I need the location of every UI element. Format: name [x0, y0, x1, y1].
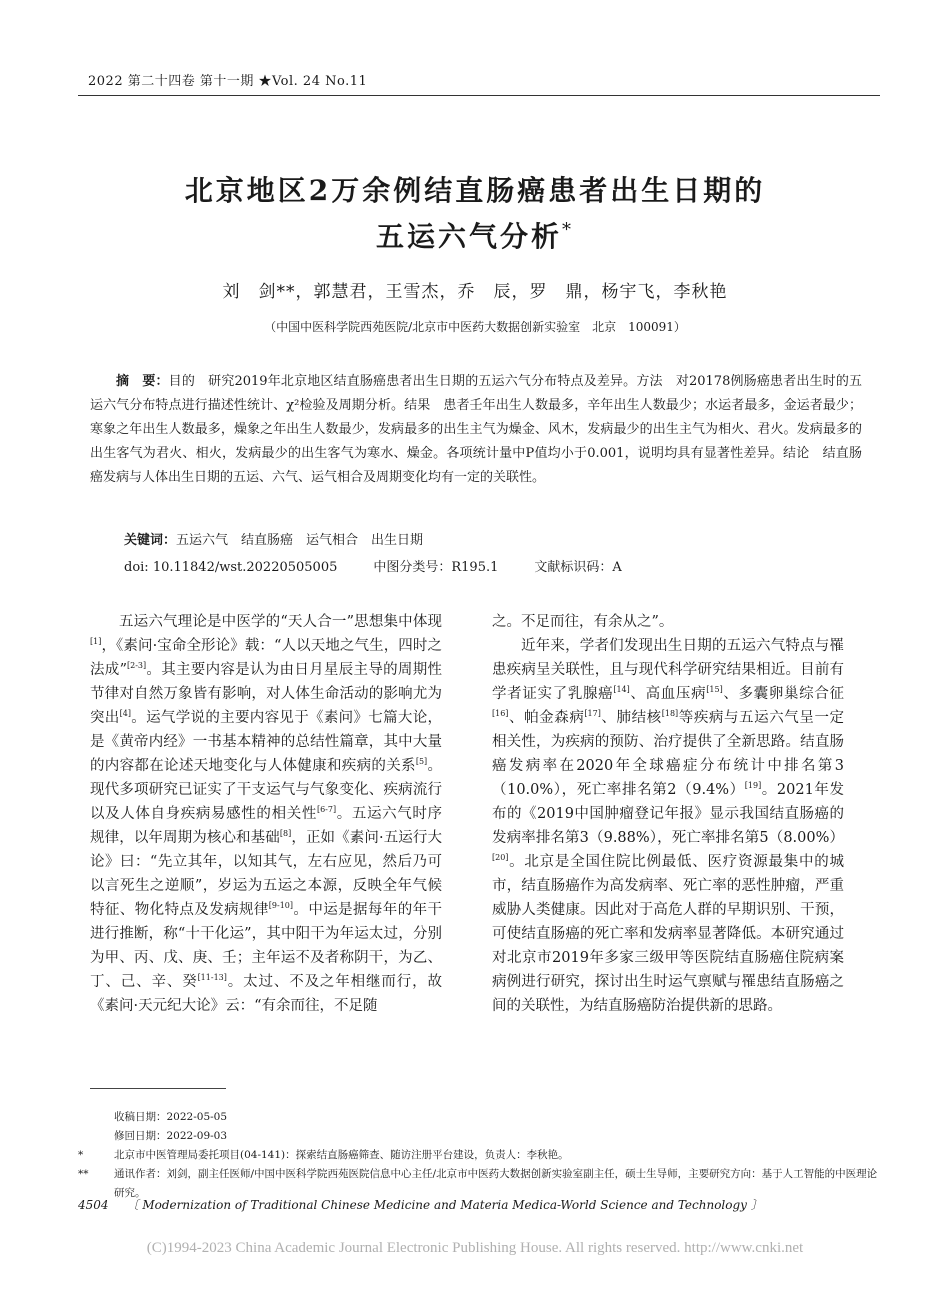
fund-text: 北京市中医管理局委托项目(04-141)：探索结直肠癌筛查、随访注册平台建设，负责人：李秋艳。 — [114, 1149, 569, 1161]
text-run: 。中运是据每年的年干进行推断，称“十干化运”，其中阳干为年运太过，分别为甲、丙、戊、庚、壬；主年运不及者称阴干，为乙、丁、己、辛、癸 — [90, 902, 443, 990]
abstract-label: 摘 要： — [116, 374, 169, 389]
corr-text: 通讯作者：刘剑，副主任医师/中国中医科学院西苑医院信息中心主任/北京市中医药大数据创新实验室副主任，硕士生导师，主要研究方向：基于人工智能的中医理论研究。 — [114, 1168, 878, 1199]
text-run: 。运气学说的主要内容见于《素问》七篇大论，是《黄帝内经》一书基本精神的总结性篇章，其中大量的内容都在论述天地变化与人体健康和疾病的关系 — [90, 710, 443, 774]
citation-marker: [17] — [584, 709, 601, 719]
paragraph-continued: 之。不足而往，有余从之”。 — [492, 614, 674, 630]
text-run: 近年来，学者们发现出生日期的五运六气特点与罹患疾病呈关联性，且与现代科学研究结果相近。目前有学者证实了乳腺癌 — [492, 638, 844, 702]
text-run: 、多囊卵巢综合征 — [722, 686, 845, 702]
abstract-text: 目的 研究2019年北京地区结直肠癌患者出生日期的五运六气分布特点及差异。方法 对20178例肠癌患者出生时的五运六气分布特点进行描述性统计、χ²检验及周期分析。结果 患者壬年出生人数最多，辛年出生人数最少；水运者最多，金运者最少；寒象之年出生人数最多，燥象之年出生人数最少，发病最多的出生主气为燥金、风木，发病最少的出生主气为相火、君火。发病最多的出生客气为君火、相火，发病最少的出生客气为寒水、燥金。各项统计量中P值均小于0.001，说明均具有显著性差异。结论 结直肠癌发病与人体出生日期的五运、六气、运气相合及周期变化均有一定的关联性。 — [90, 374, 862, 485]
text-run: 、肺结核 — [600, 710, 662, 726]
text-run: 。北京是全国住院比例最低、医疗资源最集中的城市，结直肠癌作为高发病率、死亡率的恶性肿瘤，严重威胁人类健康。因此对于高危人群的早期识别、干预，可使结直肠癌的死亡率和发病率显著降低。本研究通过对北京市2019年多家三级甲等医院结直肠癌住院病案病例进行研究，探讨出生时运气禀赋与罹患结直肠癌之间的关联性，为结直肠癌防治提供新的思路。 — [492, 854, 844, 1014]
citation-marker: [16] — [492, 709, 509, 719]
keywords-text: 五运六气 结直肠癌 运气相合 出生日期 — [176, 533, 424, 548]
title-footnote-mark: * — [562, 219, 574, 241]
received-date: 收稿日期：2022-05-05 — [114, 1111, 228, 1123]
body-column-right — [492, 610, 844, 1018]
citation-marker: [20] — [492, 853, 509, 863]
paragraph — [492, 634, 844, 1018]
text-run: 五运六气理论是中医学的“天人合一”思想集中体现 — [119, 614, 442, 630]
text-run: 。2021年发布的《2019中国肿瘤登记年报》显示我国结直肠癌的发病率排名第3（9.88%），死亡率排名第5（8.00%） — [492, 782, 845, 846]
abstract — [90, 370, 862, 490]
text-run: 。其主要内容是认为由日月星辰主导的周期性节律对自然万象皆有影响，对人体生命活动的影响尤为突出 — [90, 662, 442, 726]
running-header: 2022 第二十四卷 第十一期 ★Vol. 24 No.11 — [88, 74, 368, 89]
author-list: 刘 剑**，郭慧君，王雪杰，乔 辰，罗 鼎，杨宇飞，李秋艳 — [222, 282, 728, 302]
title-line-1: 北京地区2万余例结直肠癌患者出生日期的 — [184, 174, 766, 207]
citation-marker: [6-7] — [316, 805, 337, 815]
citation-marker: [2-3] — [127, 661, 147, 671]
citation-marker: [14] — [613, 685, 630, 695]
citation-marker: [8] — [279, 829, 292, 839]
document-code: 文献标识码：A — [534, 560, 622, 575]
revised-date: 修回日期：2022-09-03 — [114, 1130, 228, 1142]
page-number: 4504 — [78, 1198, 109, 1212]
citation-marker: [9-10] — [268, 901, 294, 911]
text-run: 。现代多项研究已证实了干支运气与气象变化、疾病流行以及人体自身疾病易感性的相关性 — [90, 758, 442, 822]
citation-marker: [11-13] — [197, 973, 227, 983]
article-meta — [124, 556, 658, 575]
citation-marker: [15] — [706, 685, 723, 695]
text-run: 等疾病与五运六气呈一定相关性，为疾病的预防、治疗提供了全新思路。结直肠癌发病率在2020年全球癌症分布统计中排名第3（10.0%），死亡率排名第2（9.4%） — [492, 710, 845, 798]
title-line-2-text: 五运六气分析 — [375, 220, 562, 253]
footnotes — [78, 1108, 878, 1203]
citation-marker: [5] — [415, 757, 428, 767]
text-run: ，《素问·宝命全形论》载：“人以天地之气生，四时之法成” — [90, 638, 442, 678]
body-column-left — [90, 610, 442, 1018]
article-title — [75, 168, 875, 260]
corr-mark: ** — [78, 1168, 89, 1180]
keywords — [124, 529, 423, 548]
text-run: 。五运六气时序规律，以年周期为核心和基础 — [90, 806, 443, 846]
fund-mark: * — [78, 1149, 84, 1161]
journal-name: 〔 Modernization of Traditional Chinese Medicine and Materia Medica-World Science and Technology 〕 — [126, 1198, 763, 1212]
text-run: 。太过、不及之年相继而行，故《素问·天元纪大论》云：“有余而往，不足随 — [90, 974, 442, 1014]
header-rule — [78, 95, 880, 96]
rich-text — [492, 638, 844, 1014]
title-line-2 — [75, 214, 875, 260]
copyright-watermark: (C)1994-2023 China Academic Journal Electronic Publishing House. All rights reserved. http://www.cnki.net — [146, 1240, 804, 1256]
footnote-rule — [90, 1088, 226, 1089]
citation-marker: [19] — [744, 781, 762, 791]
citation-marker: [1] — [90, 637, 102, 647]
text-run: 、高血压病 — [629, 686, 707, 702]
keywords-label: 关键词： — [124, 533, 177, 548]
affiliation: （中国中医科学院西苑医院/北京市中医药大数据创新实验室 北京 100091） — [264, 320, 686, 334]
fund-note — [78, 1146, 878, 1165]
citation-marker: [4] — [119, 709, 131, 719]
paragraph — [90, 610, 442, 1018]
doi: doi: 10.11842/wst.20220505005 — [124, 560, 338, 575]
clc-number: 中图分类号：R195.1 — [373, 560, 499, 575]
page-footer — [78, 1196, 763, 1213]
citation-marker: [18] — [661, 709, 679, 719]
text-run: 、帕金森病 — [508, 710, 585, 726]
rich-text — [90, 614, 442, 1014]
text-run: ，正如《素问·五运行大论》曰：“先立其年，以知其气，左右应见，然后乃可以言死生之逆顺”，岁运为五运之本源，反映全年气候特征、物化特点及发病规律 — [90, 830, 443, 918]
